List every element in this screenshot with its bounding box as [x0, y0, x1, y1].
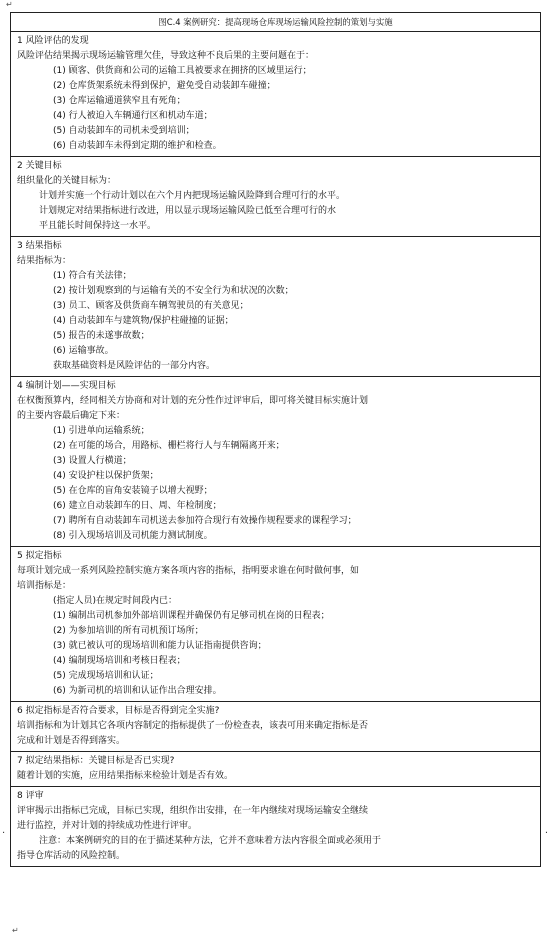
- section-line: 注意：本案例研究的目的在于描述某种方法，它并不意味着方法内容很全面或必须用于: [39, 836, 382, 846]
- section-line: 进行监控，并对计划的持续成功性进行评审。: [17, 821, 198, 831]
- section-line: (5) 完成现场培训和认证；: [53, 671, 159, 681]
- section-line: 评审揭示出指标已完成，目标已实现，组织作出安排，在一年内继续对现场运输安全继续: [17, 806, 369, 816]
- section-line: (2) 在可能的场合，用路标、栅栏将行人与车辆隔离开来；: [53, 441, 285, 451]
- section-heading: 6 拟定指标是否符合要求，目标是否得到完全实施?: [17, 706, 220, 716]
- section-2: [11, 157, 540, 237]
- section-line: (2) 为参加培训的所有司机预订场所；: [53, 626, 204, 636]
- section-line: 平且能长时间保持这一水平。: [39, 221, 157, 231]
- section-3: [11, 237, 540, 377]
- section-line: 组织量化的关键目标为：: [17, 176, 117, 186]
- section-8: [11, 787, 540, 866]
- section-1: [11, 32, 540, 157]
- section-line: (1) 编制出司机参加外部培训课程并确保仍有足够司机在岗的日程表；: [53, 611, 330, 621]
- section-line: (6) 运输事故。: [53, 346, 114, 356]
- section-7: [11, 752, 540, 787]
- section-line: (8) 引入现场培训及司机能力测试制度。: [53, 531, 213, 541]
- section-line: (3) 员工、顾客及供货商车辆驾驶员的有关意见；: [53, 301, 249, 311]
- section-5: [11, 547, 540, 702]
- paragraph-mark-icon: ↵: [6, 0, 13, 9]
- section-line: 计划规定对结果指标进行改进，用以显示现场运输风险已低至合理可行的水: [39, 206, 337, 216]
- section-line: (5) 报告的未遂事故数；: [53, 331, 150, 341]
- section-line: (6) 为新司机的培训和认证作出合理安排。: [53, 686, 222, 696]
- section-line: (4) 安设护柱以保护货架；: [53, 471, 159, 481]
- section-line: 的主要内容最后确定下来：: [17, 411, 126, 421]
- case-study-table: [10, 12, 541, 867]
- section-heading: 4 编制计划——实现目标: [17, 381, 116, 391]
- section-line: (4) 自动装卸车与建筑物/保护柱碰撞的证据；: [53, 316, 234, 326]
- section-line: (2) 按计划观察到的与运输有关的不安全行为和状况的次数；: [53, 286, 294, 296]
- section-line: 每项计划完成一系列风险控制实施方案各项内容的指标，指明要求谁在何时做何事，如: [17, 566, 360, 576]
- section-line: (3) 设置人行横道；: [53, 456, 132, 466]
- section-line: 培训指标和为计划其它各项内容制定的指标提供了一份检查表，该表可用来确定指标是否: [17, 721, 369, 731]
- section-line: 培训指标是：: [17, 581, 72, 591]
- section-heading: 5 拟定指标: [17, 551, 62, 561]
- section-line: (4) 编制现场培训和考核日程表；: [53, 656, 186, 666]
- section-line: (6) 自动装卸车未得到定期的维护和检查。: [53, 141, 222, 151]
- section-line: 指导仓库活动的风险控制。: [17, 851, 126, 861]
- section-6: [11, 702, 540, 752]
- row-boundary-marker-left: ·: [2, 828, 6, 839]
- section-line: 计划并实施一个行动计划以在六个月内把现场运输风险降到合理可行的水平。: [39, 191, 346, 201]
- section-line: (1) 顾客、供货商和公司的运输工具被要求在拥挤的区域里运行；: [53, 66, 312, 76]
- section-line: (1) 符合有关法律；: [53, 271, 132, 281]
- section-line: (1) 引进单向运输系统；: [53, 426, 150, 436]
- section-heading: 2 关键目标: [17, 161, 62, 171]
- section-line: (5) 在仓库的盲角安装镜子以增大视野；: [53, 486, 213, 496]
- section-line: (3) 仓库运输通道狭窄且有死角；: [53, 96, 186, 106]
- section-heading: 8 评审: [17, 791, 44, 801]
- section-line: (6) 建立自动装卸车的日、周、年检制度；: [53, 501, 222, 511]
- section-line: (2) 仓库货架系统未得到保护，避免受自动装卸车碰撞；: [53, 81, 276, 91]
- section-heading: 1 风险评估的发现: [17, 36, 89, 46]
- section-line: (指定人员)在规定时间段内已：: [53, 596, 178, 606]
- row-boundary-marker-right: ·: [544, 828, 548, 839]
- section-line: (3) 就已被认可的现场培训和能力认证指南提供咨询；: [53, 641, 267, 651]
- section-4: [11, 377, 540, 547]
- section-line: (5) 自动装卸车的司机未受到培训；: [53, 126, 195, 136]
- section-line: 风险评估结果揭示现场运输管理欠佳，导致这种不良后果的主要问题在于：: [17, 51, 315, 61]
- section-line: 获取基础资料是风险评估的一部分内容。: [53, 361, 216, 371]
- section-line: 完成和计划是否得到落实。: [17, 736, 126, 746]
- section-heading: 7 拟定结果指标：关键目标是否已实现?: [17, 756, 175, 766]
- table-title: 图C.4 案例研究：提高现场仓库现场运输风险控制的策划与实施: [11, 13, 540, 32]
- section-line: 在权衡预算内，经同相关方协商和对计划的充分性作过评审后，即可将关键目标实施计划: [17, 396, 369, 406]
- paragraph-mark-icon: ↵: [12, 926, 19, 935]
- section-line: (4) 行人被迫入车辆通行区和机动车道；: [53, 111, 213, 121]
- section-heading: 3 结果指标: [17, 241, 62, 251]
- section-line: (7) 聘所有自动装卸车司机送去参加符合现行有效操作规程要求的课程学习；: [53, 516, 357, 526]
- section-line: 结果指标为：: [17, 256, 72, 266]
- section-line: 随着计划的实施，应用结果指标来检验计划是否有效。: [17, 771, 234, 781]
